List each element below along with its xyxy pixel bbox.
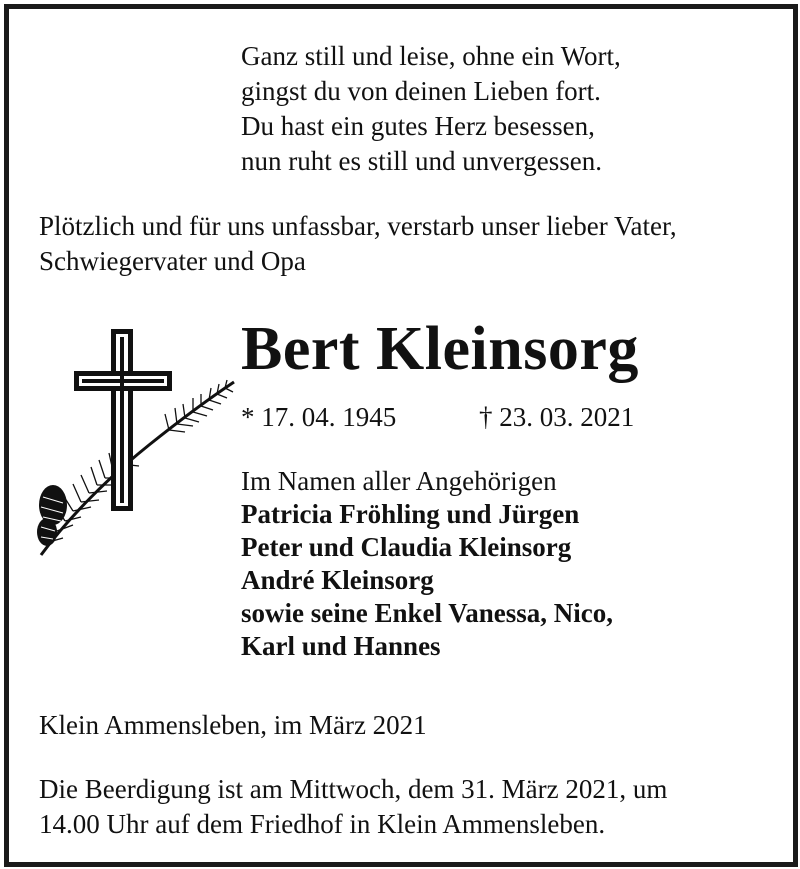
mourner-name: Patricia Fröhling und Jürgen <box>241 499 580 529</box>
intro-line: Plötzlich und für uns unfassbar, verstarb unser lieber Vater, <box>39 211 677 241</box>
mourner-name: Peter und Claudia Kleinsorg <box>241 532 572 562</box>
funeral-line: Die Beerdigung ist am Mittwoch, dem 31. März 2021, um <box>39 774 668 804</box>
mourner-name: André Kleinsorg <box>241 565 434 595</box>
mourners-intro: Im Namen aller Angehörigen <box>241 466 557 496</box>
cross-with-branch-icon <box>29 327 239 567</box>
mourners-block <box>241 465 613 663</box>
funeral-line: 14.00 Uhr auf dem Friedhof in Klein Ammensleben. <box>39 809 606 839</box>
mourner-name: sowie seine Enkel Vanessa, Nico, <box>241 598 614 628</box>
poem-line: Ganz still und leise, ohne ein Wort, <box>241 41 621 71</box>
cross-icon <box>74 329 172 511</box>
obituary-frame <box>4 4 798 867</box>
poem <box>241 39 621 179</box>
announcement-intro <box>39 209 779 279</box>
birth-date: * 17. 04. 1945 <box>241 402 397 432</box>
place-and-date: Klein Ammensleben, im März 2021 <box>39 710 427 740</box>
intro-line: Schwiegervater und Opa <box>39 246 306 276</box>
funeral-notice <box>39 772 779 842</box>
poem-line: nun ruht es still und unvergessen. <box>241 146 602 176</box>
poem-line: gingst du von deinen Lieben fort. <box>241 76 601 106</box>
mourner-name: Karl und Hannes <box>241 631 441 661</box>
death-date: † 23. 03. 2021 <box>479 402 635 432</box>
deceased-name: Bert Kleinsorg <box>241 315 639 383</box>
poem-line: Du hast ein gutes Herz besessen, <box>241 111 595 141</box>
